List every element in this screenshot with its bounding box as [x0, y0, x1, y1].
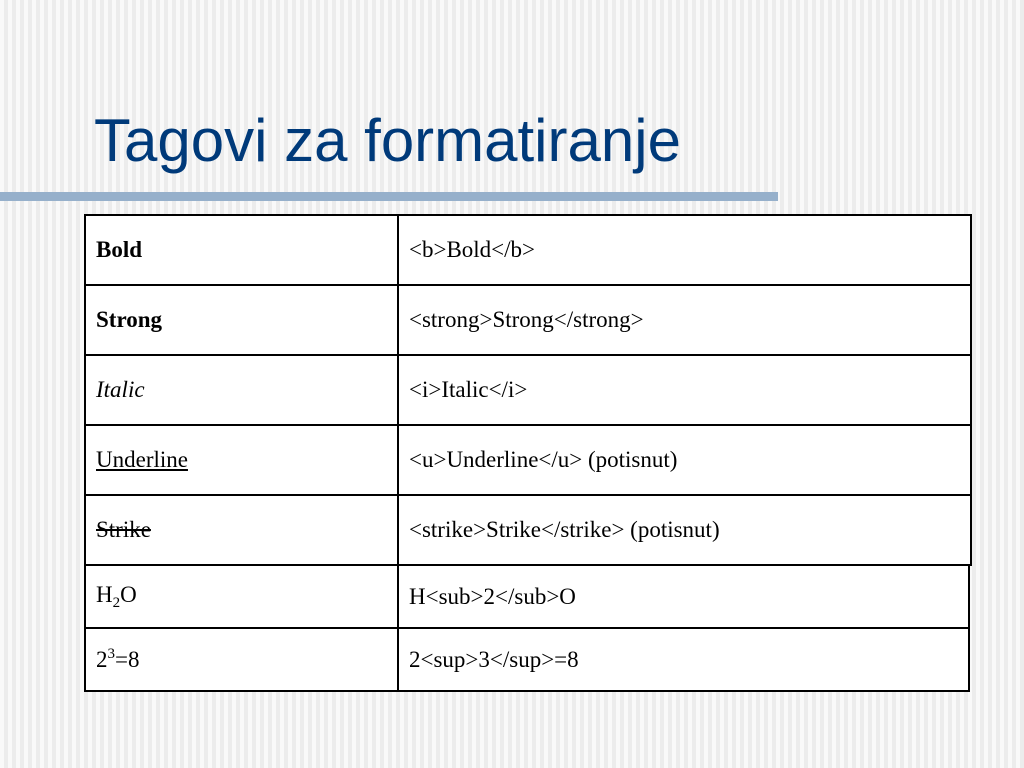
tag-code-cell: <strike>Strike</strike> (potisnut) [398, 495, 971, 565]
title-divider [0, 192, 778, 201]
superscript-text: 3 [107, 646, 115, 662]
tag-code-cell: <b>Bold</b> [398, 215, 971, 285]
tag-code-cell: H<sub>2</sub>O [398, 565, 969, 628]
tag-name-cell [85, 495, 398, 565]
tag-name-cell: Bold [85, 215, 398, 285]
tag-code-cell: <u>Underline</u> (potisnut) [398, 425, 971, 495]
superscript-sample-cell [85, 628, 398, 691]
superscript-base: 2 [96, 647, 108, 672]
table-row [85, 628, 969, 691]
superscript-tail: =8 [115, 647, 140, 672]
sub-sup-table [84, 564, 970, 692]
tag-name-cell: Strong [85, 285, 398, 355]
tag-code-cell: <i>Italic</i> [398, 355, 971, 425]
tag-code-cell: <strong>Strong</strong> [398, 285, 971, 355]
tag-name-cell: Italic [85, 355, 398, 425]
strike-sample: Strike [96, 517, 151, 542]
table-row [85, 425, 971, 495]
table-row [85, 285, 971, 355]
table-row [85, 355, 971, 425]
tag-name-cell [85, 425, 398, 495]
formatting-tags-table [84, 214, 972, 566]
subscript-base: H [96, 581, 113, 607]
tag-code-cell: 2<sup>3</sup>=8 [398, 628, 969, 691]
subscript-tail: O [120, 581, 137, 607]
table-row [85, 215, 971, 285]
subscript-sample-cell [85, 565, 398, 628]
table-row [85, 565, 969, 628]
table-row [85, 495, 971, 565]
slide-title: Tagovi za formatiranje [94, 107, 681, 174]
underline-sample: Underline [96, 447, 188, 472]
subscript-text: 2 [112, 594, 121, 611]
